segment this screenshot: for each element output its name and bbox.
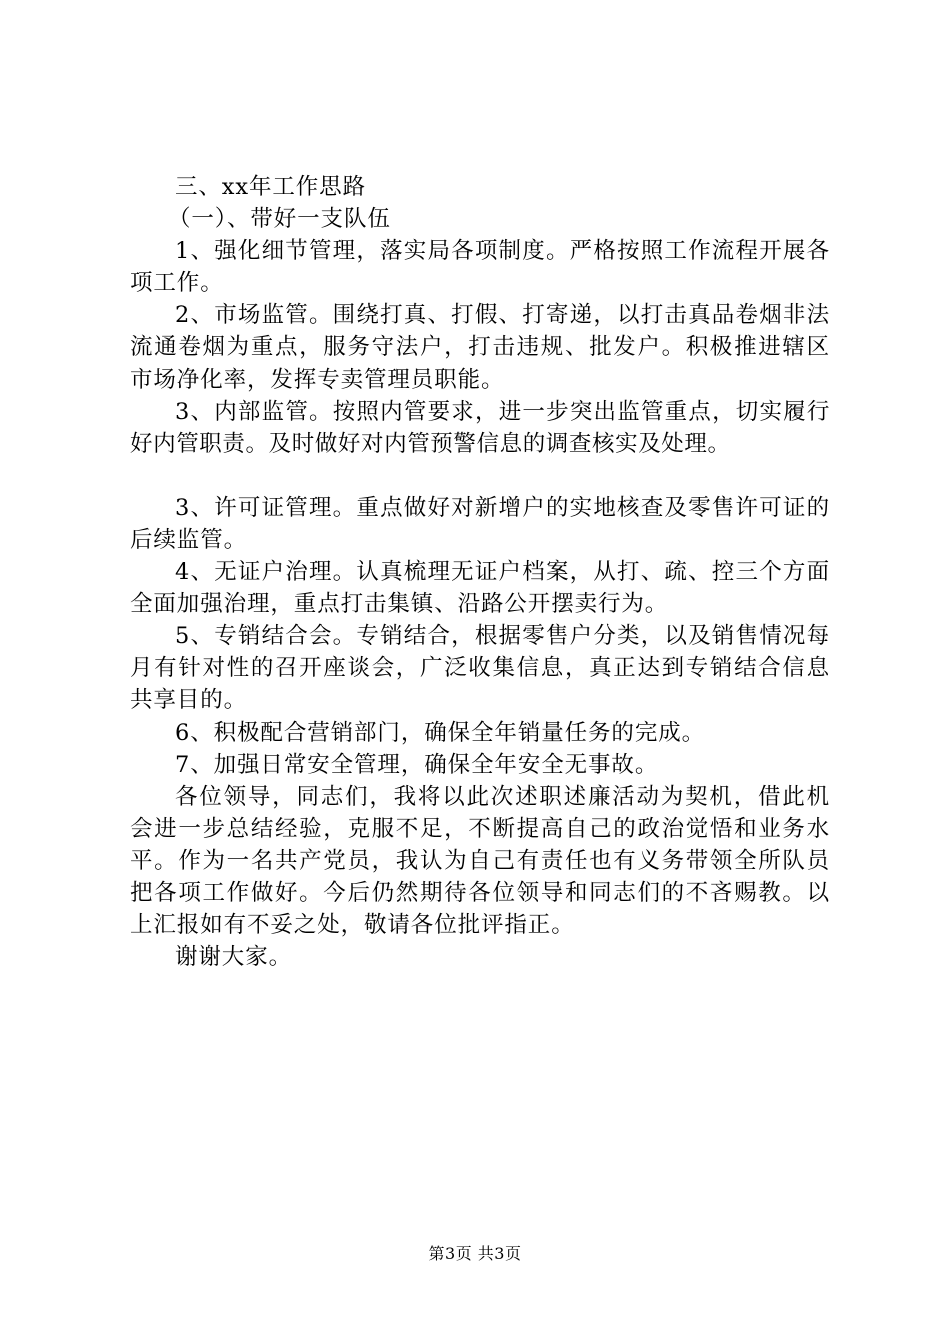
paragraph-item-3-license: 3、许可证管理。重点做好对新增户的实地核查及零售许可证的后续监管。 (130, 494, 830, 553)
section-heading: 三、xx年工作思路 (175, 174, 366, 200)
document-body (130, 171, 830, 973)
closing-paragraph: 各位领导，同志们，我将以此次述职述廉活动为契机，借此机会进一步总结经验，克服不足，不断提高自己的政治觉悟和业务水平。作为一名共产党员，我认为自己有责任也有义务带领全所队员把各项工作做好。今后仍然期待各位领导和同志们的不吝赐教。以上汇报如有不妥之处，敬请各位批评指正。 (130, 783, 830, 939)
thanks-line: 谢谢大家。 (175, 944, 293, 971)
page-footer: 第3页 共3页 (428, 1244, 522, 1263)
paragraph-item-5: 5、专销结合会。专销结合，根据零售户分类，以及销售情况每月有针对性的召开座谈会，广泛收集信息，真正达到专销结合信息共享目的。 (130, 623, 830, 714)
paragraph-item-1: 1、强化细节管理，落实局各项制度。严格按照工作流程开展各项工作。 (130, 238, 830, 297)
paragraph-item-7: 7、加强日常安全管理，确保全年安全无事故。 (175, 751, 659, 778)
paragraph-item-4: 4、无证户治理。认真梳理无证户档案，从打、疏、控三个方面全面加强治理，重点打击集镇、沿路公开摆卖行为。 (130, 559, 830, 618)
subsection-heading: （一）、带好一支队伍 (168, 206, 391, 233)
paragraph-gap (130, 460, 830, 492)
paragraph-item-2: 2、市场监管。围绕打真、打假、打寄递，以打击真品卷烟非法流通卷烟为重点，服务守法户，打击违规、批发户。积极推进辖区市场净化率，发挥专卖管理员职能。 (130, 302, 830, 393)
paragraph-item-3-internal: 3、内部监管。按照内管要求，进一步突出监管重点，切实履行好内管职责。及时做好对内管预警信息的调查核实及处理。 (130, 398, 830, 457)
paragraph-item-6: 6、积极配合营销部门，确保全年销量任务的完成。 (175, 719, 706, 746)
